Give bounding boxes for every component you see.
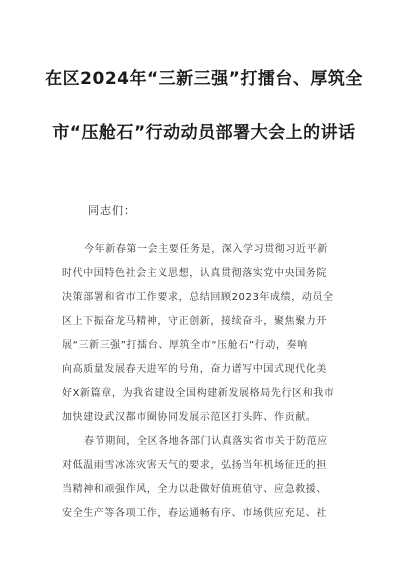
paragraph-line: 好X新篇章，为我省建设全国构建新发展格局先行区和我市 — [62, 388, 335, 399]
document-title-line-2: 市“压舱石”行动动员部署大会上的讲话 — [52, 123, 356, 143]
paragraph-line: 展“三新三强”打擂台、厚筑全市“压舱石”行动，奏响 — [62, 340, 308, 351]
paragraph-line: 当精神和顽强作风，全力以赴做好值班值守、应急救援、 — [62, 484, 327, 495]
paragraph-line: 决策部署和省市工作要求，总结回顾2023年成绩，动员全 — [62, 292, 334, 303]
paragraph-2 — [62, 430, 352, 526]
paragraph-line: 春节期间，全区各地各部门认真落实省市关于防范应 — [84, 436, 328, 447]
paragraph-1 — [62, 238, 352, 430]
salutation: 同志们： — [88, 204, 136, 217]
paragraph-line: 向高质量发展春天进军的号角，奋力谱写中国式现代化美 — [62, 364, 327, 375]
document-title-line-1: 在区2024年“三新三强”打擂台、厚筑全 — [45, 69, 363, 89]
paragraph-line: 时代中国特色社会主义思想，认真贯彻落实党中央国务院 — [62, 268, 327, 279]
paragraph-line: 加快建设武汉都市圈协同发展示范区打头阵、作贡献。 — [62, 412, 317, 423]
paragraph-line: 区上下振奋龙马精神，守正创新，接续奋斗，聚焦聚力开 — [62, 316, 327, 327]
paragraph-line: 今年新春第一会主要任务是，深入学习贯彻习近平新 — [84, 244, 328, 255]
paragraph-line: 安全生产等各项工作，春运通畅有序、市场供应充足、社 — [62, 508, 327, 519]
paragraph-line: 对低温雨雪冰冻灾害天气的要求，弘扬当年机场征迁的担 — [62, 460, 327, 471]
